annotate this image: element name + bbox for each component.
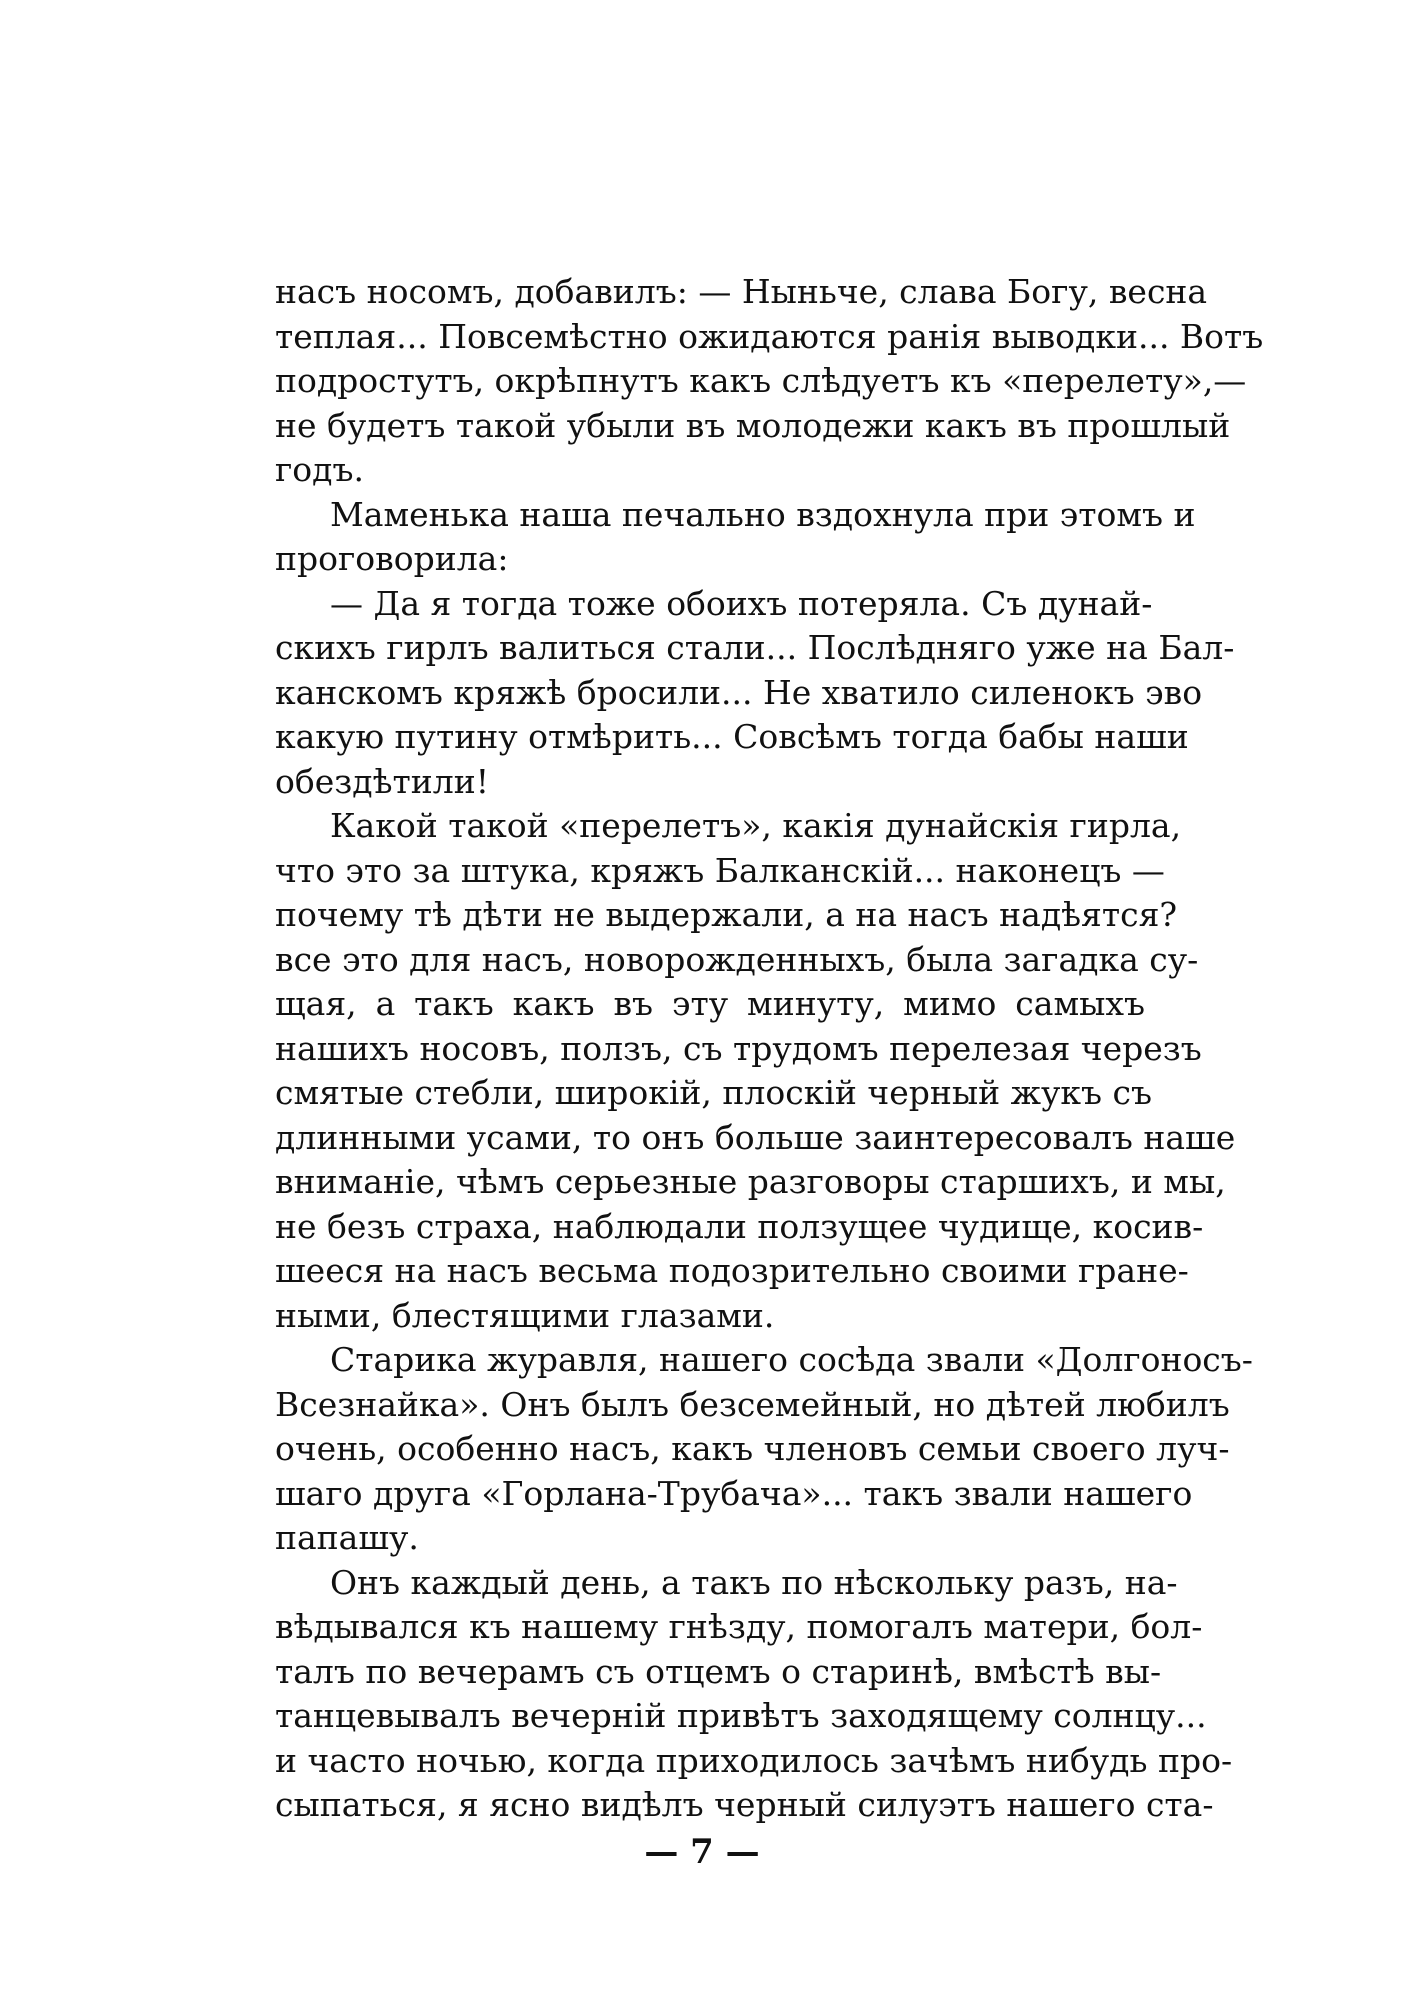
text-line: щая, а такъ какъ въ эту минуту, мимо самыхъ	[275, 984, 1145, 1023]
text-line: нашихъ носовъ, ползъ, съ трудомъ перелезая черезъ	[275, 1028, 1202, 1068]
paragraph	[275, 270, 1264, 493]
body-text	[275, 270, 1264, 1828]
paragraph	[275, 1561, 1233, 1828]
text-line: проговорила:	[275, 539, 509, 578]
text-line: обездѣтили!	[275, 761, 489, 801]
text-line: талъ по вечерамъ съ отцемъ о старинѣ, вмѣстѣ вы-	[275, 1651, 1162, 1691]
text-line: Маменька наша печально вздохнула при этомъ и	[330, 494, 1196, 534]
text-line: смятые стебли, широкій, плоскій черный жукъ съ	[275, 1073, 1152, 1112]
text-line: Какой такой «перелетъ», какія дунайскія гирла,	[330, 806, 1182, 845]
text-line: не безъ страха, наблюдали ползущее чудище, косив-	[275, 1206, 1204, 1246]
text-line: и часто ночью, когда приходилось зачѣмъ нибудь про-	[275, 1740, 1233, 1780]
text-line: Онъ каждый день, а такъ по нѣскольку разъ, на-	[330, 1562, 1178, 1602]
text-line: сыпаться, я ясно видѣлъ черный силуэтъ нашего ста-	[275, 1785, 1214, 1824]
paragraph	[275, 582, 1235, 805]
page-number: — 7 —	[644, 1832, 760, 1872]
text-line: длинными усами, то онъ больше заинтересовалъ наше	[275, 1117, 1236, 1157]
text-line: Старика журавля, нашего сосѣда звали «Долгоносъ-	[330, 1340, 1253, 1379]
paragraph	[275, 1338, 1253, 1561]
text-line: шаго друга «Горлана-Трубача»... такъ звали нашего	[275, 1473, 1193, 1513]
text-line: — Да я тогда тоже обоихъ потеряла. Съ дунай-	[330, 583, 1153, 623]
text-line: не будетъ такой убыли въ молодежи какъ въ прошлый	[275, 405, 1231, 445]
text-line: скихъ гирлъ валиться стали... Послѣдняго уже на Бал-	[275, 628, 1235, 667]
text-line: теплая... Повсемѣстно ожидаются ранія выводки... Вотъ	[275, 316, 1264, 356]
text-line: Всезнайка». Онъ былъ безсемейный, но дѣтей любилъ	[275, 1384, 1230, 1424]
text-line: все это для насъ, новорожденныхъ, была загадка су-	[275, 939, 1199, 979]
text-line: ными, блестящими глазами.	[275, 1295, 775, 1335]
text-line: вѣдывался къ нашему гнѣзду, помогалъ матери, бол-	[275, 1607, 1203, 1646]
text-line: подростутъ, окрѣпнутъ какъ слѣдуетъ къ «перелету»,—	[275, 361, 1247, 400]
text-line: канскомъ кряжѣ бросили... Не хватило силенокъ эво	[275, 672, 1203, 712]
text-line: очень, особенно насъ, какъ членовъ семьи своего луч-	[275, 1429, 1230, 1468]
text-line: годъ.	[275, 450, 364, 489]
text-line: что это за штука, кряжъ Балканскій... наконецъ —	[275, 850, 1165, 890]
text-line: почему тѣ дѣти не выдержали, а на насъ надѣятся?	[275, 895, 1178, 934]
text-line: какую путину отмѣрить... Совсѣмъ тогда бабы наши	[275, 717, 1189, 756]
paragraph	[275, 804, 1236, 1338]
text-line: вниманіе, чѣмъ серьезные разговоры старшихъ, и мы,	[275, 1162, 1226, 1201]
text-line: танцевывалъ вечерній привѣтъ заходящему солнцу...	[275, 1696, 1207, 1735]
text-line: папашу.	[275, 1518, 419, 1557]
text-line: насъ носомъ, добавилъ: — Ныньче, слава Богу, весна	[275, 272, 1208, 311]
paragraph	[275, 493, 1196, 582]
text-line: шееся на насъ весьма подозрительно своими гране-	[275, 1251, 1189, 1290]
